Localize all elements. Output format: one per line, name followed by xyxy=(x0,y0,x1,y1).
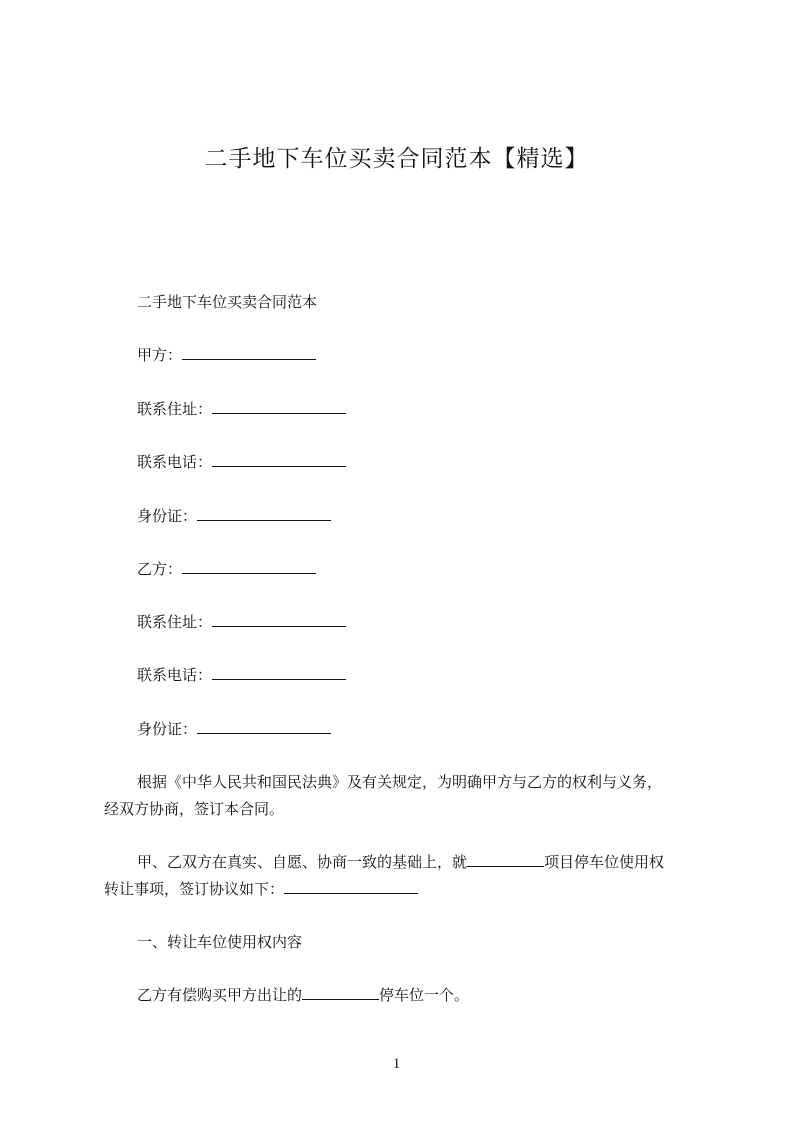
paragraph-2-line-1 xyxy=(137,852,664,872)
page-number: 1 xyxy=(392,1056,401,1072)
party-a-address-line xyxy=(137,399,346,419)
party-a-id-line xyxy=(137,506,331,526)
party-b-address-line xyxy=(137,612,346,632)
paragraph-2-text-c: 转让事项，签订协议如下： xyxy=(104,880,285,898)
paragraph-2-text-a: 甲、乙双方在真实、自愿、协商一致的基础上，就 xyxy=(137,853,468,871)
party-a-phone-line xyxy=(137,452,346,472)
agreement-blank[interactable] xyxy=(284,879,418,894)
party-b-phone-line xyxy=(137,665,346,685)
party-a-phone-label: 联系电话： xyxy=(137,453,213,471)
party-a-phone-blank[interactable] xyxy=(212,452,346,467)
parking-space-blank[interactable] xyxy=(302,985,379,1000)
section-1-text xyxy=(137,985,469,1005)
paragraph-1-line-1: 根据《中华人民共和国民法典》及有关规定，为明确甲方与乙方的权利与义务， xyxy=(137,773,663,791)
project-name-blank[interactable] xyxy=(467,852,544,867)
party-b-phone-blank[interactable] xyxy=(212,665,346,680)
party-b-address-blank[interactable] xyxy=(212,612,346,627)
party-a-address-blank[interactable] xyxy=(212,399,346,414)
paragraph-2-line-2 xyxy=(104,879,418,899)
party-b-phone-label: 联系电话： xyxy=(137,666,213,684)
party-a-id-label: 身份证： xyxy=(137,507,198,525)
party-b-id-blank[interactable] xyxy=(197,719,331,734)
paragraph-2-text-b: 项目停车位使用权 xyxy=(544,853,665,871)
party-a-line xyxy=(137,345,316,365)
party-a-blank[interactable] xyxy=(182,345,316,360)
party-b-id-label: 身份证： xyxy=(137,720,198,738)
party-b-line xyxy=(137,559,316,579)
party-a-address-label: 联系住址： xyxy=(137,400,213,418)
party-a-label: 甲方： xyxy=(137,346,183,364)
section-1-text-a: 乙方有偿购买甲方出让的 xyxy=(137,986,303,1004)
document-title: 二手地下车位买卖合同范本【精选】 xyxy=(204,146,589,172)
party-b-label: 乙方： xyxy=(137,560,183,578)
contract-subtitle: 二手地下车位买卖合同范本 xyxy=(137,293,318,311)
party-b-id-line xyxy=(137,719,331,739)
party-a-id-blank[interactable] xyxy=(197,506,331,521)
paragraph-1-line-2: 经双方协商，签订本合同。 xyxy=(104,800,285,818)
section-1-text-b: 停车位一个。 xyxy=(379,986,470,1004)
party-b-address-label: 联系住址： xyxy=(137,613,213,631)
party-b-blank[interactable] xyxy=(182,559,316,574)
section-1-heading: 一、转让车位使用权内容 xyxy=(137,933,303,951)
